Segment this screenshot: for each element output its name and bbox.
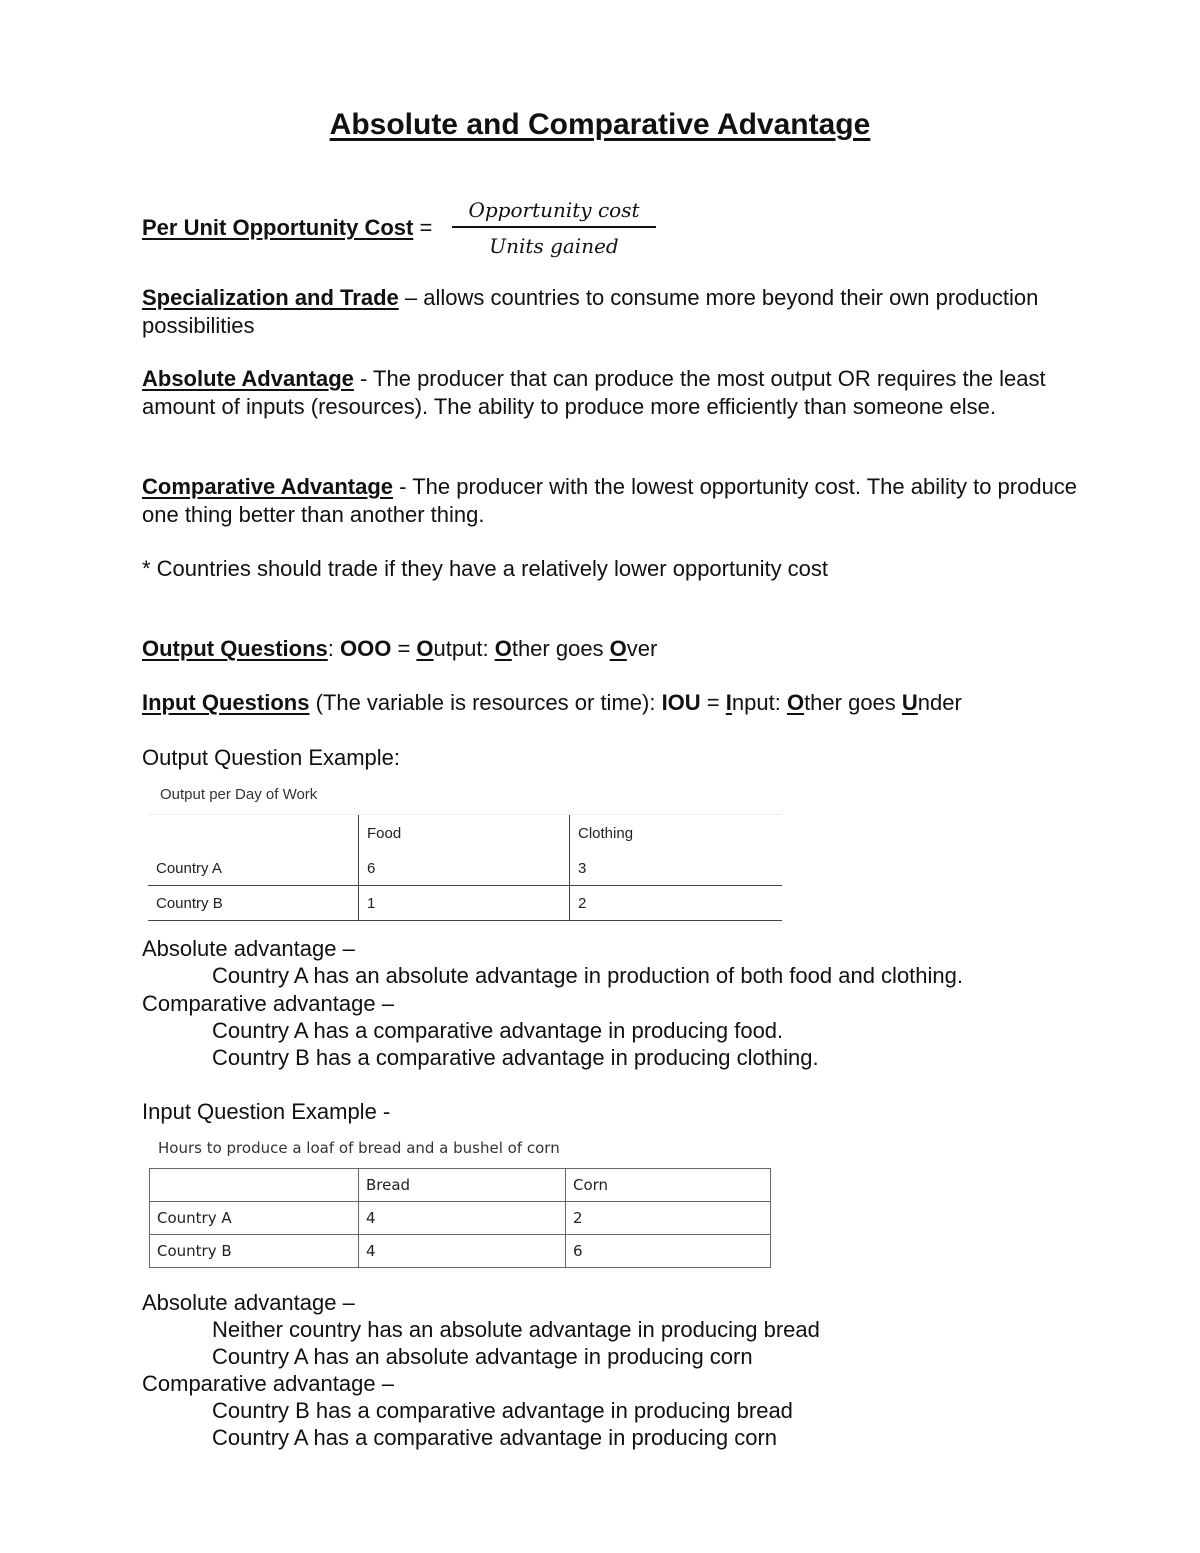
input-word-1: nput: — [731, 690, 787, 715]
table-row — [150, 1202, 771, 1235]
output-comparative-1: Country A has a comparative advantage in producing food. — [212, 1018, 784, 1043]
trade-note: * Countries should trade if they have a relatively lower opportunity cost — [142, 556, 829, 581]
output-table-caption: Output per Day of Work — [160, 786, 318, 803]
input-absolute-2: Country A has an absolute advantage in producing corn — [212, 1344, 753, 1369]
table-row — [148, 851, 782, 886]
output-letter-2: O — [494, 636, 512, 661]
table-header-cell — [148, 815, 359, 852]
formula-denominator: Units gained — [489, 234, 619, 258]
table-header-row — [148, 815, 782, 852]
comparative-advantage-term: Comparative Advantage — [142, 474, 394, 499]
output-questions-colon: : — [327, 636, 340, 661]
output-absolute-1: Country A has an absolute advantage in production of both food and clothing. — [212, 963, 963, 988]
formula-numerator: Opportunity cost — [468, 198, 640, 222]
table-header-cell: Bread — [359, 1169, 566, 1202]
page-title: Absolute and Comparative Advantage — [329, 108, 871, 141]
input-questions-paren: (The variable is resources or time): — [309, 690, 662, 715]
table-cell: 2 — [570, 886, 783, 921]
input-letter-3: U — [901, 690, 918, 715]
table-cell: 1 — [359, 886, 570, 921]
table-cell: Country B — [148, 886, 359, 921]
table-row — [148, 886, 782, 921]
output-word-1: utput: — [433, 636, 495, 661]
input-questions-line — [142, 689, 962, 717]
input-comparative-label: Comparative advantage – — [142, 1371, 394, 1396]
comparative-advantage-definition — [142, 473, 1082, 529]
output-comparative-label: Comparative advantage – — [142, 991, 394, 1016]
fraction-bar — [452, 226, 656, 228]
output-acronym: OOO — [340, 636, 392, 661]
input-questions-term: Input Questions — [142, 690, 310, 715]
output-absolute-label: Absolute advantage – — [142, 936, 355, 961]
input-word-3: nder — [917, 690, 962, 715]
output-equals: = — [391, 636, 417, 661]
table-header-row — [150, 1169, 771, 1202]
output-table — [148, 814, 782, 921]
input-table-caption: Hours to produce a loaf of bread and a bushel of corn — [158, 1139, 560, 1157]
output-word-2: ther goes — [511, 636, 610, 661]
output-letter-3: O — [609, 636, 627, 661]
input-absolute-label: Absolute advantage – — [142, 1290, 355, 1315]
table-cell: Country B — [150, 1235, 359, 1268]
input-absolute-1: Neither country has an absolute advantage in producing bread — [212, 1317, 820, 1342]
absolute-advantage-definition — [142, 365, 1082, 421]
table-cell: Country A — [150, 1202, 359, 1235]
table-header-cell: Corn — [566, 1169, 771, 1202]
output-questions-term: Output Questions — [142, 636, 328, 661]
input-table — [149, 1168, 771, 1268]
input-letter-1: I — [725, 690, 732, 715]
comparative-advantage-text: - The producer with the lowest opportunity cost. The ability to produce one thing better than another thing. — [142, 474, 1078, 527]
output-letter-1: O — [416, 636, 434, 661]
table-cell: 2 — [566, 1202, 771, 1235]
input-equals: = — [700, 690, 726, 715]
table-cell: 4 — [359, 1202, 566, 1235]
absolute-advantage-term: Absolute Advantage — [142, 366, 354, 391]
formula-label-line — [142, 214, 432, 242]
table-cell: 3 — [570, 851, 783, 886]
output-example-heading: Output Question Example: — [142, 745, 401, 770]
input-comparative-1: Country B has a comparative advantage in producing bread — [212, 1398, 793, 1423]
input-comparative-2: Country A has a comparative advantage in producing corn — [212, 1425, 778, 1450]
input-example-heading: Input Question Example - — [142, 1099, 391, 1124]
output-questions-line — [142, 635, 657, 663]
specialization-text: – allows countries to consume more beyond their own production possibilities — [142, 285, 1039, 338]
formula-fraction — [452, 196, 656, 260]
table-cell: 6 — [359, 851, 570, 886]
table-header-cell: Food — [359, 815, 570, 852]
input-letter-2: O — [786, 690, 805, 715]
table-cell: 6 — [566, 1235, 771, 1268]
table-cell: 4 — [359, 1235, 566, 1268]
input-word-2: ther goes — [804, 690, 902, 715]
table-cell: Country A — [148, 851, 359, 886]
formula-label: Per Unit Opportunity Cost — [142, 215, 414, 240]
input-acronym: IOU — [661, 690, 701, 715]
specialization-definition — [142, 284, 1082, 340]
specialization-term: Specialization and Trade — [142, 285, 399, 310]
absolute-advantage-text: - The producer that can produce the most output OR requires the least amount of inputs (resources). The ability to produce more efficiently than someone else. — [142, 366, 1046, 419]
output-comparative-2: Country B has a comparative advantage in producing clothing. — [212, 1045, 819, 1070]
table-row — [150, 1235, 771, 1268]
output-word-3: ver — [626, 636, 658, 661]
formula-equals: = — [413, 215, 433, 240]
table-header-cell — [150, 1169, 359, 1202]
table-header-cell: Clothing — [570, 815, 783, 852]
